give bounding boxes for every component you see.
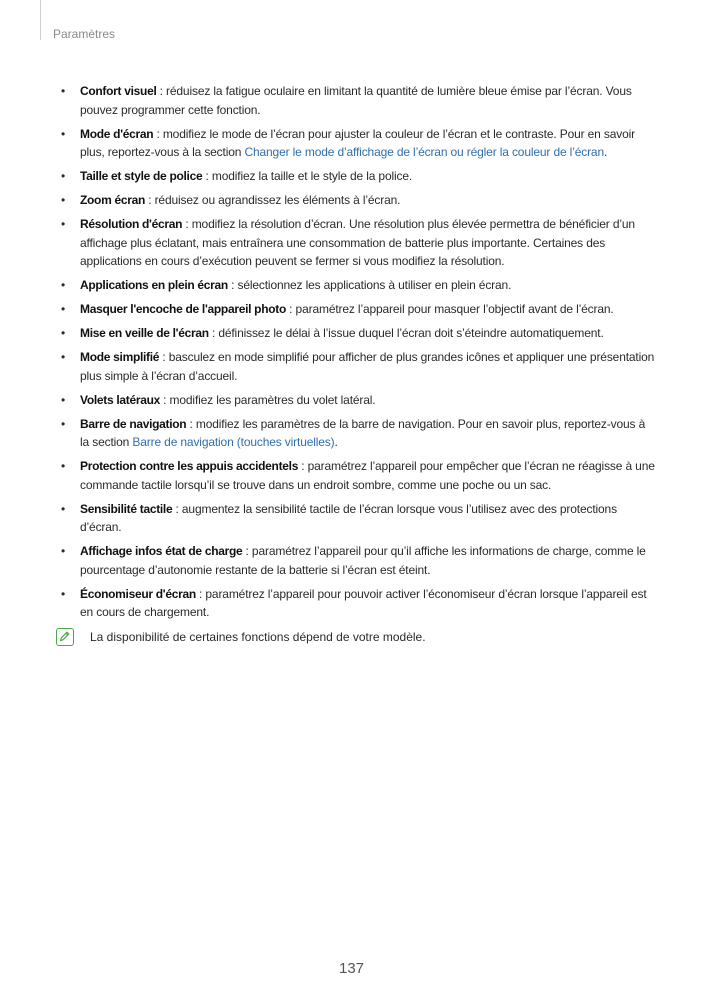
item-text: : définissez le délai à l’issue duquel l’écran doit s’éteindre automatiquement. <box>208 326 604 340</box>
list-item <box>56 167 656 186</box>
item-term: Mise en veille de l'écran <box>80 326 209 340</box>
item-text: : sélectionnez les applications à utiliser en plein écran. <box>227 278 512 292</box>
page-content <box>56 82 656 652</box>
list-item <box>56 348 656 385</box>
list-item <box>56 82 656 119</box>
section-header: Paramètres <box>53 27 116 41</box>
item-term: Affichage infos état de charge <box>80 544 243 558</box>
item-text: : modifiez la résolution d’écran. Une résolution plus élevée permettra de bénéficier d’un affichage plus éclatant, mais entraînera une consommation de batterie plus importante. Certaines des applications en cours d’exécution peuvent se fermer si vous modifiez la résolution. <box>80 217 635 268</box>
item-term: Résolution d'écran <box>80 217 183 231</box>
item-text: : modifiez les paramètres du volet latéral. <box>159 392 376 407</box>
item-text: : paramétrez l’appareil pour masquer l’objectif avant de l’écran. <box>286 302 614 316</box>
item-term: Barre de navigation <box>80 416 187 431</box>
list-item <box>56 415 656 452</box>
item-term: Masquer l'encoche de l'appareil photo <box>80 302 286 316</box>
note-text: La disponibilité de certaines fonctions dépend de votre modèle. <box>90 629 426 644</box>
list-item <box>56 125 656 162</box>
link-screen-mode[interactable]: Changer le mode d’affichage de l’écran ou régler la couleur de l’écran <box>244 145 604 159</box>
page-number: 137 <box>338 960 365 977</box>
list-item <box>56 585 656 622</box>
item-text: : réduisez ou agrandissez les éléments à l’écran. <box>145 193 401 207</box>
settings-list <box>56 82 656 622</box>
link-navigation-bar[interactable]: Barre de navigation (touches virtuelles) <box>132 435 335 449</box>
item-text: : paramétrez l’appareil pour qu’il affiche les informations de charge, comme le pourcentage d’autonomie restante de la batterie si l’écran est éteint. <box>80 544 646 577</box>
list-item <box>56 300 656 319</box>
item-text: : réduisez la fatigue oculaire en limitant la quantité de lumière bleue émise par l’écran. Vous pouvez programmer cette fonction. <box>80 84 632 117</box>
item-text: : modifiez les paramètres de la barre de navigation. Pour en savoir plus, reportez-vous à la section <box>80 416 646 449</box>
list-item <box>56 542 656 579</box>
item-term: Économiseur d'écran <box>80 586 196 601</box>
item-term: Mode d'écran <box>80 126 154 141</box>
note-block <box>56 628 656 652</box>
list-item <box>56 457 656 494</box>
item-term: Sensibilité tactile <box>80 501 173 516</box>
item-text: : paramétrez l’appareil pour pouvoir activer l’économiseur d’écran lorsque l’appareil est en cours de chargement. <box>80 586 647 619</box>
item-text: : modifiez la taille et le style de la police. <box>202 169 413 183</box>
item-text: : augmentez la sensibilité tactile de l’écran lorsque vous l’utilisez avec des protections d’écran. <box>80 501 617 534</box>
list-item <box>56 500 656 537</box>
list-item <box>56 391 656 410</box>
list-item <box>56 215 656 271</box>
item-term: Volets latéraux <box>80 392 160 407</box>
list-item <box>56 324 656 343</box>
note-icon <box>56 628 74 646</box>
item-term: Applications en plein écran <box>80 278 228 292</box>
item-term: Protection contre les appuis accidentels <box>80 459 299 473</box>
item-term: Taille et style de police <box>80 169 203 183</box>
item-text: : modifiez le mode de l’écran pour ajuster la couleur de l’écran et le contraste. Pour en savoir plus, reportez-vous à la section <box>80 126 635 159</box>
item-text: : paramétrez l’appareil pour empêcher que l’écran ne réagisse à une commande tactile lorsqu’il se trouve dans un endroit sombre, comme une poche ou un sac. <box>80 459 655 492</box>
item-term: Zoom écran <box>80 193 146 207</box>
list-item <box>56 191 656 210</box>
item-text-end: . <box>334 435 338 449</box>
item-text: : basculez en mode simplifié pour afficher de plus grandes icônes et appliquer une présentation plus simple à l’écran d’accueil. <box>80 350 655 383</box>
item-term: Mode simplifié <box>80 350 160 364</box>
item-text-end: . <box>603 145 608 159</box>
list-item <box>56 276 656 295</box>
item-term: Confort visuel <box>80 84 157 98</box>
header-divider <box>40 0 41 40</box>
